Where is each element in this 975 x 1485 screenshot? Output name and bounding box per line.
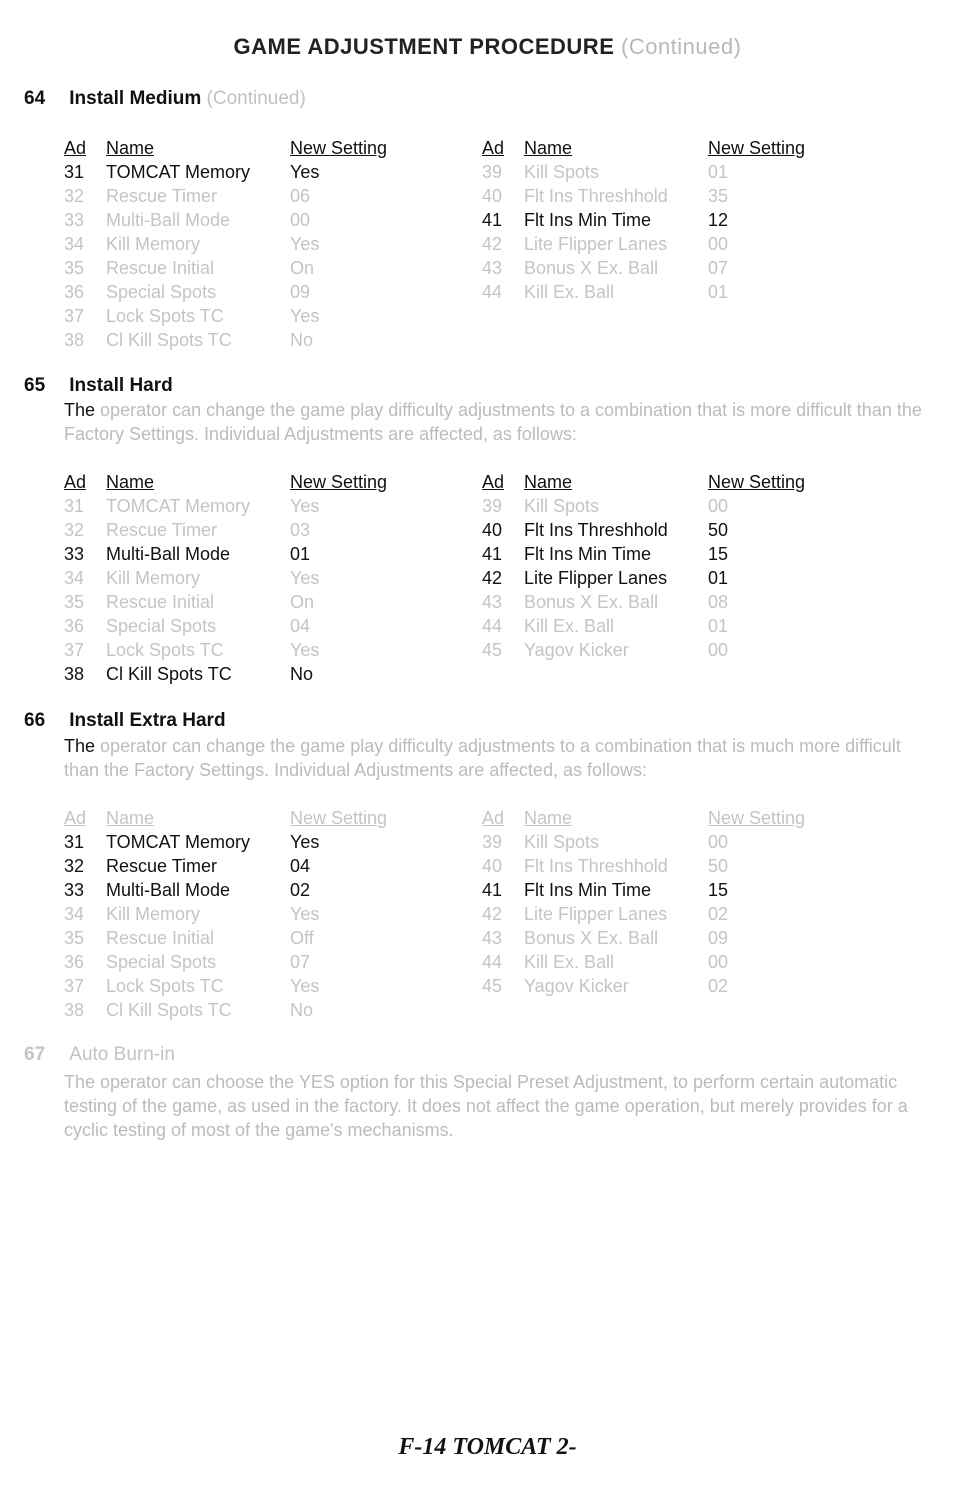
table-row (64, 878, 464, 902)
row-ad-number: 32 (64, 856, 85, 876)
row-adjustment-name: Rescue Timer (106, 856, 218, 876)
row-adjustment-name: Lock Spots TC (106, 640, 224, 660)
row-new-setting: 50 (708, 856, 729, 876)
row-ad-number: 45 (482, 976, 503, 996)
row-adjustment-name: Kill Ex. Ball (524, 952, 615, 972)
row-adjustment-name: Rescue Timer (106, 186, 218, 206)
row-new-setting: Off (290, 928, 314, 948)
table-header-row (64, 470, 464, 494)
row-new-setting: 35 (708, 186, 729, 206)
table-row (482, 614, 902, 638)
section-66-table-right (482, 806, 902, 998)
row-adjustment-name: Special Spots (106, 616, 217, 636)
table-row (482, 256, 902, 280)
table-row (482, 160, 902, 184)
table-row (482, 878, 902, 902)
table-row (64, 518, 464, 542)
section-65-table-left (64, 470, 464, 686)
row-adjustment-name: Cl Kill Spots TC (106, 330, 232, 350)
row-adjustment-name: Kill Spots (524, 162, 600, 182)
table-row (482, 926, 902, 950)
section-title: Install Hard (69, 375, 173, 396)
row-adjustment-name: Lock Spots TC (106, 976, 224, 996)
column-header-ad: Ad (482, 808, 505, 828)
row-ad-number: 43 (482, 592, 503, 612)
row-new-setting: Yes (290, 832, 320, 852)
row-ad-number: 36 (64, 616, 85, 636)
row-new-setting: 00 (290, 210, 311, 230)
row-ad-number: 41 (482, 544, 503, 564)
section-number: 65 (24, 375, 46, 396)
column-header-ad: Ad (64, 138, 87, 158)
row-new-setting: Yes (290, 306, 320, 326)
section-title: Install Extra Hard (69, 710, 226, 731)
row-ad-number: 34 (64, 904, 85, 924)
table-row (64, 950, 464, 974)
table-row (64, 256, 464, 280)
table-row (482, 280, 902, 304)
section-64-title (24, 88, 306, 110)
table-header-row (482, 806, 902, 830)
row-ad-number: 44 (482, 616, 503, 636)
table-row (64, 208, 464, 232)
row-ad-number: 36 (64, 952, 85, 972)
row-new-setting: 09 (708, 928, 729, 948)
row-adjustment-name: Lock Spots TC (106, 306, 224, 326)
row-new-setting: No (290, 330, 314, 350)
row-adjustment-name: Rescue Initial (106, 258, 215, 278)
row-new-setting: Yes (290, 496, 320, 516)
table-row (482, 974, 902, 998)
table-row (482, 542, 902, 566)
table-row (482, 638, 902, 662)
column-header-name: Name (106, 808, 155, 828)
table-row (64, 542, 464, 566)
section-66-paragraph (64, 734, 934, 782)
section-65-paragraph (64, 398, 934, 446)
column-header-new-setting: New Setting (708, 472, 806, 492)
row-new-setting: 04 (290, 616, 311, 636)
row-ad-number: 31 (64, 162, 85, 182)
page-heading-continued: (Continued) (621, 34, 742, 59)
row-new-setting: 00 (708, 832, 729, 852)
row-ad-number: 33 (64, 880, 85, 900)
row-ad-number: 39 (482, 162, 503, 182)
column-header-name: Name (106, 138, 155, 158)
column-header-new-setting: New Setting (290, 472, 388, 492)
table-row (64, 974, 464, 998)
table-row (64, 998, 464, 1022)
table-row (482, 854, 902, 878)
row-adjustment-name: Flt Ins Min Time (524, 880, 652, 900)
table-row (64, 854, 464, 878)
row-ad-number: 35 (64, 258, 85, 278)
row-new-setting: 12 (708, 210, 729, 230)
page-heading-main: GAME ADJUSTMENT PROCEDURE (233, 34, 615, 59)
row-adjustment-name: Bonus X Ex. Ball (524, 258, 659, 278)
row-ad-number: 43 (482, 928, 503, 948)
row-adjustment-name: Bonus X Ex. Ball (524, 928, 659, 948)
row-new-setting: 01 (708, 616, 729, 636)
row-adjustment-name: TOMCAT Memory (106, 496, 251, 516)
row-ad-number: 37 (64, 976, 85, 996)
row-adjustment-name: Flt Ins Threshhold (524, 186, 668, 206)
row-new-setting: 00 (708, 234, 729, 254)
column-header-name: Name (106, 472, 155, 492)
row-ad-number: 41 (482, 210, 503, 230)
row-ad-number: 37 (64, 306, 85, 326)
page-footer: F-14 TOMCAT 2- (398, 1434, 577, 1460)
table-row (64, 304, 464, 328)
row-ad-number: 40 (482, 186, 503, 206)
row-ad-number: 39 (482, 832, 503, 852)
table-row (64, 902, 464, 926)
row-ad-number: 45 (482, 640, 503, 660)
row-ad-number: 38 (64, 1000, 85, 1020)
table-row (482, 950, 902, 974)
section-64-table-left (64, 136, 464, 352)
row-adjustment-name: Rescue Initial (106, 592, 215, 612)
section-65-table-right (482, 470, 902, 662)
row-new-setting: 00 (708, 952, 729, 972)
table-row (64, 566, 464, 590)
section-67-paragraph (64, 1070, 934, 1142)
row-ad-number: 33 (64, 210, 85, 230)
column-header-ad: Ad (482, 138, 505, 158)
row-ad-number: 39 (482, 496, 503, 516)
row-new-setting: 02 (708, 904, 729, 924)
table-row (482, 208, 902, 232)
row-ad-number: 36 (64, 282, 85, 302)
row-new-setting: 08 (708, 592, 729, 612)
row-ad-number: 37 (64, 640, 85, 660)
row-new-setting: 01 (708, 162, 729, 182)
row-ad-number: 33 (64, 544, 85, 564)
section-66-title (24, 710, 226, 732)
row-new-setting: 15 (708, 880, 729, 900)
row-ad-number: 43 (482, 258, 503, 278)
table-row (482, 184, 902, 208)
row-ad-number: 44 (482, 282, 503, 302)
section-title: Install Medium (69, 88, 202, 109)
row-adjustment-name: Multi-Ball Mode (106, 880, 231, 900)
row-adjustment-name: Flt Ins Threshhold (524, 856, 668, 876)
row-adjustment-name: Yagov Kicker (524, 976, 629, 996)
column-header-ad: Ad (64, 808, 87, 828)
row-adjustment-name: Lite Flipper Lanes (524, 234, 668, 254)
row-adjustment-name: Flt Ins Min Time (524, 544, 652, 564)
row-adjustment-name: Kill Memory (106, 568, 201, 588)
row-adjustment-name: Yagov Kicker (524, 640, 629, 660)
row-adjustment-name: Kill Memory (106, 904, 201, 924)
row-adjustment-name: Rescue Initial (106, 928, 215, 948)
section-67-title (24, 1044, 175, 1066)
row-ad-number: 42 (482, 904, 503, 924)
row-adjustment-name: Multi-Ball Mode (106, 210, 231, 230)
row-adjustment-name: Kill Ex. Ball (524, 616, 615, 636)
row-new-setting: Yes (290, 976, 320, 996)
table-row (64, 614, 464, 638)
table-row (64, 638, 464, 662)
table-row (482, 590, 902, 614)
table-row (64, 926, 464, 950)
table-header-row (482, 136, 902, 160)
row-adjustment-name: Bonus X Ex. Ball (524, 592, 659, 612)
row-new-setting: Yes (290, 640, 320, 660)
column-header-new-setting: New Setting (708, 808, 806, 828)
row-new-setting: 00 (708, 640, 729, 660)
column-header-ad: Ad (482, 472, 505, 492)
row-adjustment-name: Lite Flipper Lanes (524, 568, 668, 588)
row-ad-number: 31 (64, 832, 85, 852)
row-ad-number: 34 (64, 234, 85, 254)
row-new-setting: On (290, 258, 315, 278)
section-title: Auto Burn-in (69, 1044, 175, 1065)
row-ad-number: 41 (482, 880, 503, 900)
section-64-table-right (482, 136, 902, 304)
row-ad-number: 34 (64, 568, 85, 588)
row-adjustment-name: TOMCAT Memory (106, 832, 251, 852)
row-adjustment-name: Kill Memory (106, 234, 201, 254)
column-header-new-setting: New Setting (708, 138, 806, 158)
table-row (64, 184, 464, 208)
row-adjustment-name: Multi-Ball Mode (106, 544, 231, 564)
row-adjustment-name: Kill Spots (524, 832, 600, 852)
table-row (64, 830, 464, 854)
table-row (482, 902, 902, 926)
section-number: 66 (24, 710, 46, 731)
table-row (64, 590, 464, 614)
table-row (482, 232, 902, 256)
row-ad-number: 40 (482, 520, 503, 540)
section-number: 67 (24, 1044, 46, 1065)
table-row (482, 494, 902, 518)
paragraph-text: operator can change the game play difficulty adjustments to a combination that is much more difficult than the Factory Settings. Individual Adjustments are affected, as follows: (64, 736, 901, 780)
row-new-setting: On (290, 592, 315, 612)
row-ad-number: 42 (482, 234, 503, 254)
row-ad-number: 31 (64, 496, 85, 516)
column-header-new-setting: New Setting (290, 138, 388, 158)
table-header-row (64, 136, 464, 160)
row-ad-number: 38 (64, 664, 85, 684)
row-new-setting: 50 (708, 520, 729, 540)
row-new-setting: 01 (708, 568, 729, 588)
row-adjustment-name: TOMCAT Memory (106, 162, 251, 182)
paragraph-text: The operator can choose the YES option for this Special Preset Adjustment, to perform certain automatic testing of the game, as used in the factory. It does not affect the game operation, but merely provides for a cyclic testing of most of the game's mechanisms. (64, 1072, 908, 1140)
row-new-setting: 07 (290, 952, 311, 972)
table-row (482, 518, 902, 542)
section-title-continued: (Continued) (206, 88, 306, 109)
row-new-setting: No (290, 664, 314, 684)
row-new-setting: 04 (290, 856, 311, 876)
row-ad-number: 35 (64, 928, 85, 948)
table-row (64, 662, 464, 686)
row-ad-number: 38 (64, 330, 85, 350)
table-header-row (64, 806, 464, 830)
table-header-row (482, 470, 902, 494)
row-adjustment-name: Cl Kill Spots TC (106, 664, 232, 684)
row-new-setting: 02 (708, 976, 729, 996)
row-new-setting: 00 (708, 496, 729, 516)
section-65-title (24, 375, 173, 397)
row-new-setting: 01 (708, 282, 729, 302)
paragraph-lead: The (64, 400, 96, 420)
row-new-setting: No (290, 1000, 314, 1020)
table-row (64, 160, 464, 184)
row-new-setting: Yes (290, 568, 320, 588)
row-new-setting: 03 (290, 520, 311, 540)
row-ad-number: 40 (482, 856, 503, 876)
row-adjustment-name: Kill Spots (524, 496, 600, 516)
table-row (64, 328, 464, 352)
paragraph-lead: The (64, 736, 96, 756)
row-ad-number: 32 (64, 520, 85, 540)
row-new-setting: 01 (290, 544, 311, 564)
row-ad-number: 32 (64, 186, 85, 206)
row-adjustment-name: Flt Ins Threshhold (524, 520, 668, 540)
column-header-name: Name (524, 138, 573, 158)
row-adjustment-name: Flt Ins Min Time (524, 210, 652, 230)
column-header-new-setting: New Setting (290, 808, 388, 828)
row-adjustment-name: Lite Flipper Lanes (524, 904, 668, 924)
table-row (482, 830, 902, 854)
row-ad-number: 42 (482, 568, 503, 588)
paragraph-text: operator can change the game play difficulty adjustments to a combination that is more difficult than the Factory Settings. Individual Adjustments are affected, as follows: (64, 400, 922, 444)
table-row (482, 566, 902, 590)
column-header-name: Name (524, 472, 573, 492)
row-ad-number: 44 (482, 952, 503, 972)
row-adjustment-name: Special Spots (106, 952, 217, 972)
row-ad-number: 35 (64, 592, 85, 612)
table-row (64, 494, 464, 518)
row-new-setting: Yes (290, 234, 320, 254)
row-new-setting: 07 (708, 258, 729, 278)
row-adjustment-name: Cl Kill Spots TC (106, 1000, 232, 1020)
table-row (64, 280, 464, 304)
row-adjustment-name: Kill Ex. Ball (524, 282, 615, 302)
column-header-name: Name (524, 808, 573, 828)
row-new-setting: 02 (290, 880, 311, 900)
section-number: 64 (24, 88, 46, 109)
row-new-setting: 15 (708, 544, 729, 564)
column-header-ad: Ad (64, 472, 87, 492)
table-row (64, 232, 464, 256)
page-heading (0, 34, 975, 60)
row-adjustment-name: Special Spots (106, 282, 217, 302)
row-new-setting: Yes (290, 904, 320, 924)
section-66-table-left (64, 806, 464, 1022)
row-new-setting: Yes (290, 162, 320, 182)
row-adjustment-name: Rescue Timer (106, 520, 218, 540)
row-new-setting: 06 (290, 186, 311, 206)
row-new-setting: 09 (290, 282, 311, 302)
